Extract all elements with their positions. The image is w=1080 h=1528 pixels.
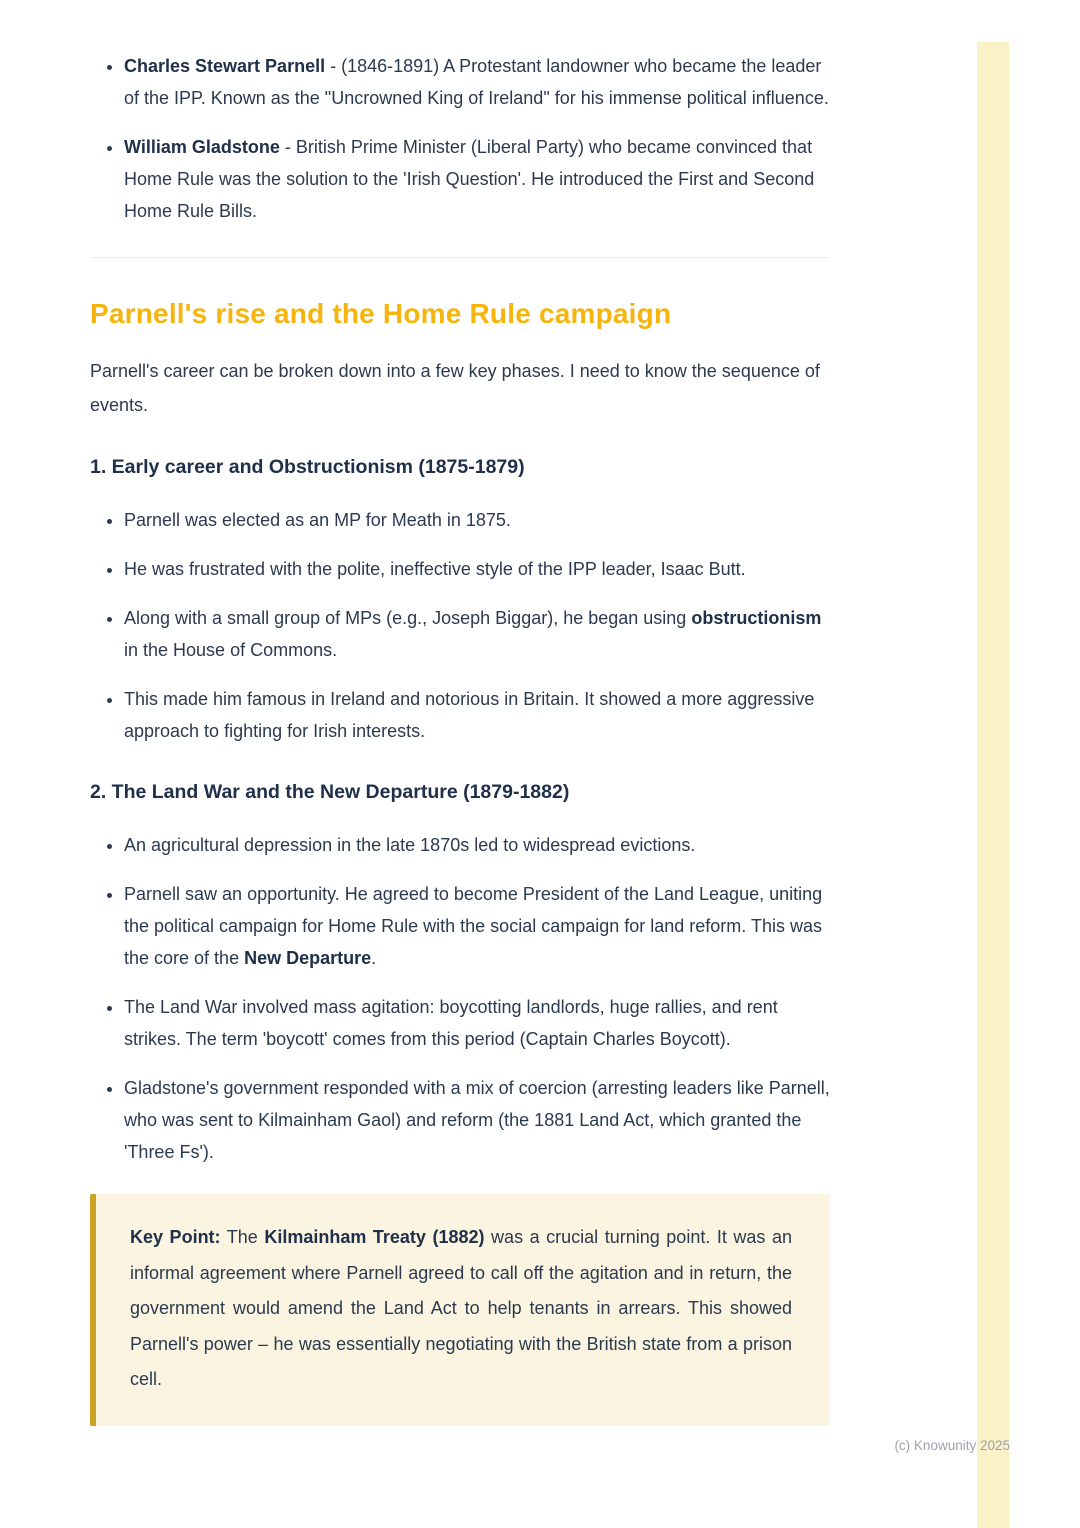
bullet-text: Along with a small group of MPs (e.g., Joseph Biggar), he began using	[124, 608, 692, 628]
bullet-bold-term: New Departure	[244, 948, 372, 968]
subsection1-list	[90, 504, 830, 747]
bullet-text: This made him famous in Ireland and notorious in Britain. It showed a more aggressive approach to fighting for Irish interests.	[124, 689, 815, 741]
bullet-text: The Land War involved mass agitation: boycotting landlords, huge rallies, and rent strikes. The term 'boycott' comes from this period (Captain Charles Boycott).	[124, 997, 778, 1049]
list-item	[124, 878, 830, 974]
bullet-text-post: in the House of Commons.	[124, 640, 338, 660]
subsection1-heading: 1. Early career and Obstructionism (1875-1879)	[90, 456, 525, 478]
key-point-text	[130, 1220, 792, 1398]
subsection2-heading: 2. The Land War and the New Departure (1879-1882)	[90, 781, 570, 803]
subsection2-list	[90, 829, 830, 1168]
key-point-mid: The	[220, 1227, 265, 1247]
list-item	[124, 1072, 830, 1168]
section-intro: Parnell's career can be broken down into a few key phases. I need to know the sequence of events.	[90, 361, 820, 415]
list-item-gladstone	[124, 131, 830, 227]
notes-content	[90, 50, 830, 1426]
bullet-text-post: .	[371, 948, 377, 968]
list-item	[124, 504, 830, 536]
section-divider	[90, 257, 830, 258]
list-item	[124, 602, 830, 666]
key-point-label: Key Point:	[130, 1227, 221, 1247]
figure-name: Charles Stewart Parnell	[124, 56, 326, 76]
key-point-callout	[90, 1194, 830, 1426]
list-item-parnell	[124, 50, 830, 114]
list-item	[124, 553, 830, 585]
figure-description: - (1846-1891) A Protestant landowner who became the leader of the IPP. Known as the "Uncrowned King of Ireland" for his immense political influence.	[124, 56, 829, 108]
list-item	[124, 991, 830, 1055]
bullet-text: An agricultural depression in the late 1870s led to widespread evictions.	[124, 835, 696, 855]
key-figures-list	[90, 50, 830, 227]
section-heading: Parnell's rise and the Home Rule campaign	[90, 298, 672, 329]
list-item	[124, 829, 830, 861]
bullet-text: Gladstone's government responded with a mix of coercion (arresting leaders like Parnell, who was sent to Kilmainham Gaol) and reform (the 1881 Land Act, which granted the 'Three Fs').	[124, 1078, 830, 1162]
watermark: (c) Knowunity 2025	[894, 1438, 1010, 1453]
bullet-bold-term: obstructionism	[691, 608, 822, 628]
bullet-text: Parnell saw an opportunity. He agreed to become President of the Land League, uniting the political campaign for Home Rule with the social campaign for land reform. This was the core of the	[124, 884, 823, 968]
bullet-text: He was frustrated with the polite, ineffective style of the IPP leader, Isaac Butt.	[124, 559, 746, 579]
bullet-text: Parnell was elected as an MP for Meath in 1875.	[124, 510, 511, 530]
page-edge-stripe	[977, 42, 1009, 1528]
key-point-highlight: Kilmainham Treaty (1882)	[264, 1227, 485, 1247]
key-point-rest: was a crucial turning point. It was an informal agreement where Parnell agreed to call off the agitation and in return, the government would amend the Land Act to help tenants in arrears. This showed Parnell's power – he was essentially negotiating with the British state from a prison cell.	[130, 1227, 792, 1389]
figure-description: - British Prime Minister (Liberal Party) who became convinced that Home Rule was the solution to the 'Irish Question'. He introduced the First and Second Home Rule Bills.	[124, 137, 815, 221]
figure-name: William Gladstone	[124, 137, 280, 157]
list-item	[124, 683, 830, 747]
